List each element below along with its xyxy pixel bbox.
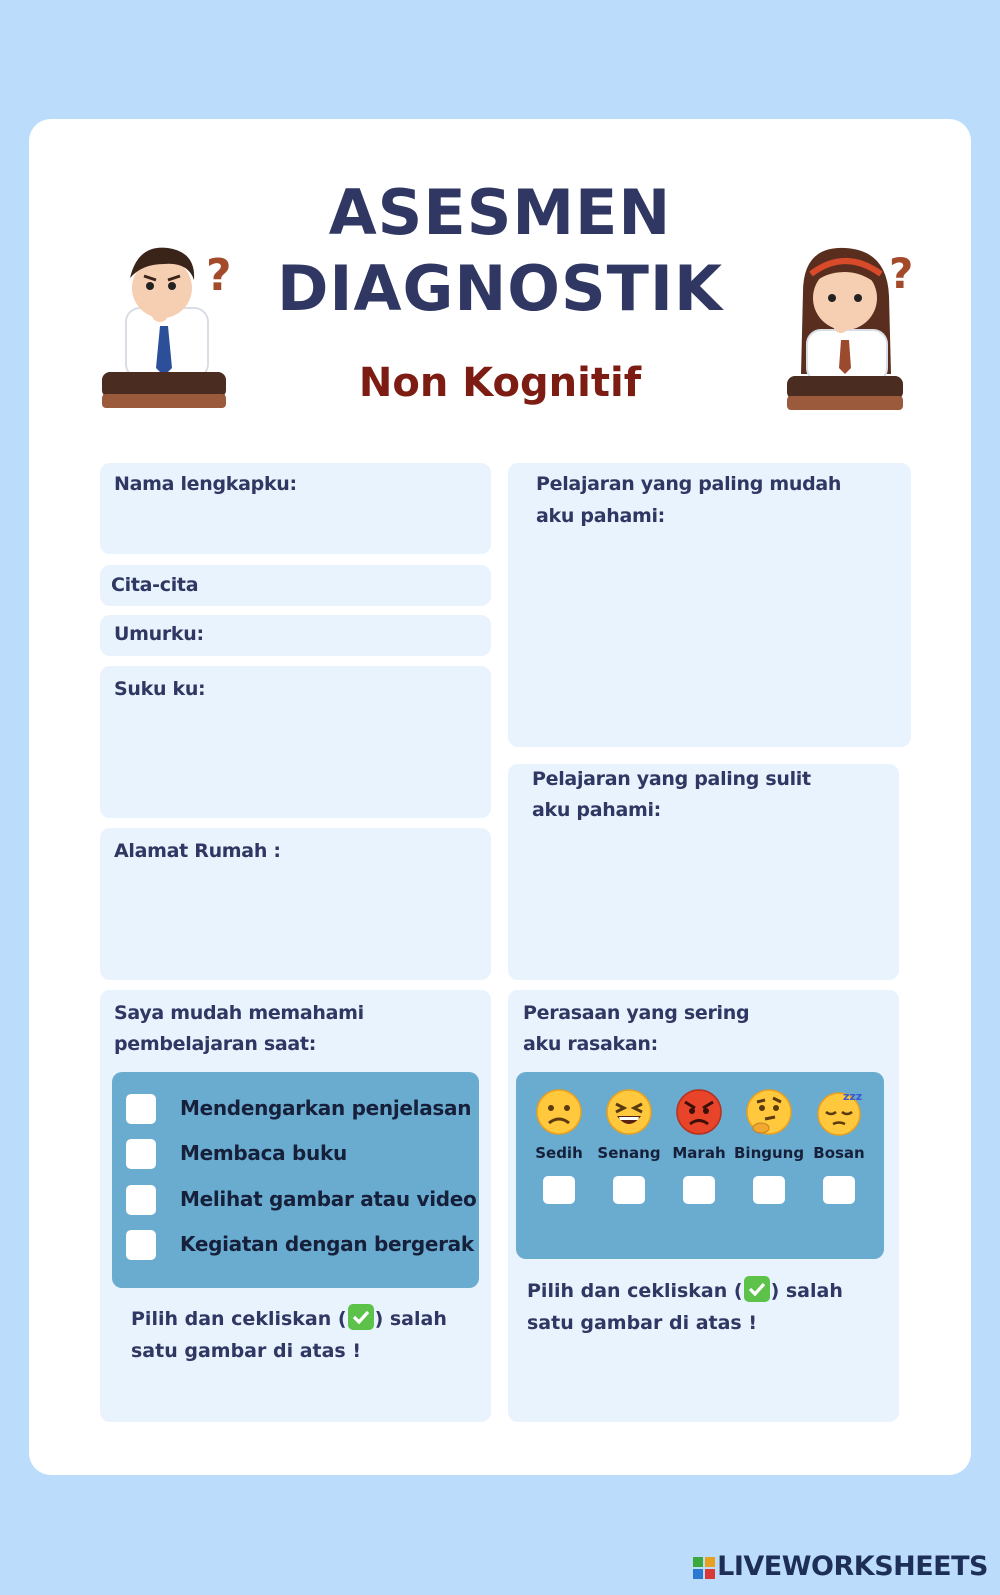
instruction-text: Pilih dan cekliskan ( [527,1280,743,1302]
emotion-label: Bingung [734,1144,805,1162]
option-checkbox-visual[interactable] [126,1185,156,1215]
emotion-checkbox-angry[interactable] [683,1176,715,1204]
title-line-1: ASESMEN [328,176,672,249]
learning-options-panel [112,1072,479,1288]
hardest-subject-label-line2: aku pahami: [532,799,661,821]
instruction-text: Pilih dan cekliskan ( [131,1308,347,1330]
emotion-label: Senang [597,1144,661,1162]
emotion-option-sad [524,1088,594,1204]
option-label: Kegiatan dengan bergerak [180,1232,474,1256]
name-field[interactable] [100,463,491,554]
option-checkbox-reading[interactable] [126,1139,156,1169]
learning-style-section [100,990,491,1422]
svg-text:?: ? [206,250,232,301]
easiest-subject-label-line2: aku pahami: [536,505,665,527]
subtitle: Non Kognitif [358,360,642,406]
laughing-face-icon [605,1088,653,1136]
feelings-options-panel [516,1072,884,1259]
title-line-2: DIAGNOSTIK [276,252,724,325]
check-mark-icon [348,1304,374,1330]
easiest-subject-field[interactable] [508,463,911,747]
age-label: Umurku: [114,623,204,645]
instruction-text: ) salah [374,1308,447,1330]
emotion-option-happy [594,1088,664,1204]
aspiration-label: Cita-cita [111,574,199,596]
emotion-checkbox-bored[interactable] [823,1176,855,1204]
age-field[interactable] [100,615,491,656]
feelings-section [508,990,899,1422]
option-label: Membaca buku [180,1141,347,1165]
emotion-label: Bosan [813,1144,865,1162]
option-checkbox-movement[interactable] [126,1230,156,1260]
liveworksheets-logo-icon [693,1557,715,1579]
instruction-text: ) salah [770,1280,843,1302]
hardest-subject-label-line1: Pelajaran yang paling sulit [532,768,811,790]
svg-text:?: ? [889,249,914,298]
ethnicity-field[interactable] [100,666,491,818]
learning-question-line2: pembelajaran saat: [114,1033,317,1055]
learning-instruction [131,1303,447,1367]
brand-text: LIVEWORKSHEETS [717,1551,988,1582]
emotion-checkbox-sad[interactable] [543,1176,575,1204]
option-checkbox-listening[interactable] [126,1094,156,1124]
learning-question-line1: Saya mudah memahami [114,1002,364,1024]
sad-face-icon [535,1088,583,1136]
feelings-question-line2: aku rasakan: [523,1033,658,1055]
option-label: Melihat gambar atau video [180,1187,477,1211]
thinking-face-icon [745,1088,793,1136]
check-mark-icon [744,1276,770,1302]
feelings-instruction [527,1275,843,1339]
aspiration-field[interactable] [100,565,491,606]
feelings-question-line1: Perasaan yang sering [523,1002,750,1024]
easiest-subject-label-line1: Pelajaran yang paling mudah [536,473,842,495]
hardest-subject-field[interactable] [508,764,899,980]
option-label: Mendengarkan penjelasan [180,1096,472,1120]
emotion-option-confused [734,1088,804,1204]
emotion-checkbox-confused[interactable] [753,1176,785,1204]
svg-text:zzz: zzz [843,1090,863,1103]
address-field[interactable] [100,828,491,980]
emotion-label: Sedih [535,1144,583,1162]
address-label: Alamat Rumah : [114,840,281,862]
instruction-text: satu gambar di atas ! [527,1312,758,1334]
emotion-checkbox-happy[interactable] [613,1176,645,1204]
instruction-text: satu gambar di atas ! [131,1340,362,1362]
emotion-option-angry [664,1088,734,1204]
name-label: Nama lengkapku: [114,473,297,495]
emotion-option-bored [804,1088,874,1204]
angry-face-icon [675,1088,723,1136]
sleepy-face-icon [815,1088,863,1136]
ethnicity-label: Suku ku: [114,678,206,700]
emotion-label: Marah [672,1144,726,1162]
